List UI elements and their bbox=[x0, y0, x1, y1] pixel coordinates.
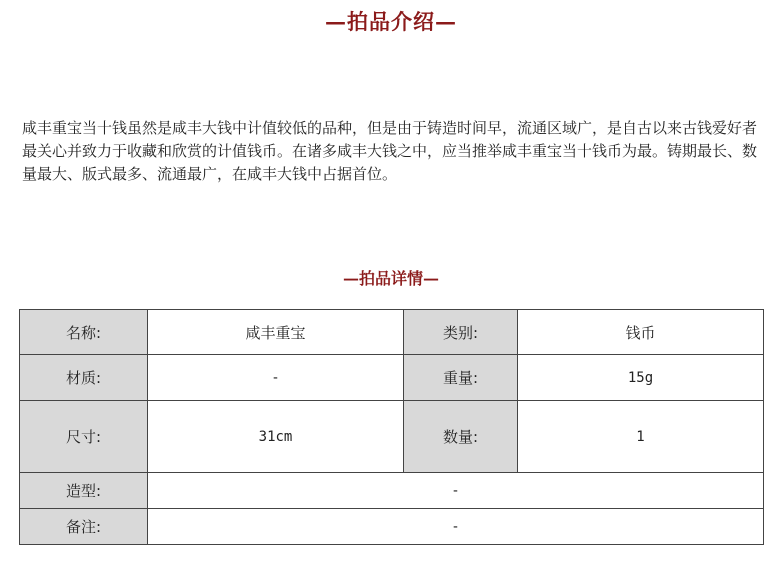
name-value: 咸丰重宝 bbox=[148, 310, 404, 355]
table-row bbox=[20, 473, 764, 509]
table-row bbox=[20, 355, 764, 401]
intro-title: —拍品介绍— bbox=[325, 9, 457, 34]
category-value: 钱币 bbox=[518, 310, 764, 355]
weight-value: 15g bbox=[518, 355, 764, 401]
material-value: - bbox=[148, 355, 404, 401]
detail-table bbox=[19, 309, 764, 545]
size-value: 31cm bbox=[148, 401, 404, 473]
category-label: 类别: bbox=[404, 310, 518, 355]
shape-value: - bbox=[148, 473, 764, 509]
quantity-value: 1 bbox=[518, 401, 764, 473]
intro-text: 咸丰重宝当十钱虽然是咸丰大钱中计值较低的品种，但是由于铸造时间早，流通区域广，是自古以来古钱爱好者最关心并致力于收藏和欣赏的计值钱币。在诸多咸丰大钱之中，应当推举咸丰重宝当十钱币为最。铸期最长、数量最大、版式最多、流通最广，在咸丰大钱中占据首位。 bbox=[22, 119, 758, 183]
material-label: 材质: bbox=[20, 355, 148, 401]
size-label: 尺寸: bbox=[20, 401, 148, 473]
quantity-label: 数量: bbox=[404, 401, 518, 473]
table-row bbox=[20, 310, 764, 355]
table-row bbox=[20, 509, 764, 545]
table-row bbox=[20, 401, 764, 473]
remark-value: - bbox=[148, 509, 764, 545]
remark-label: 备注: bbox=[20, 509, 148, 545]
detail-title: —拍品详情— bbox=[342, 269, 439, 288]
shape-label: 造型: bbox=[20, 473, 148, 509]
name-label: 名称: bbox=[20, 310, 148, 355]
weight-label: 重量: bbox=[404, 355, 518, 401]
